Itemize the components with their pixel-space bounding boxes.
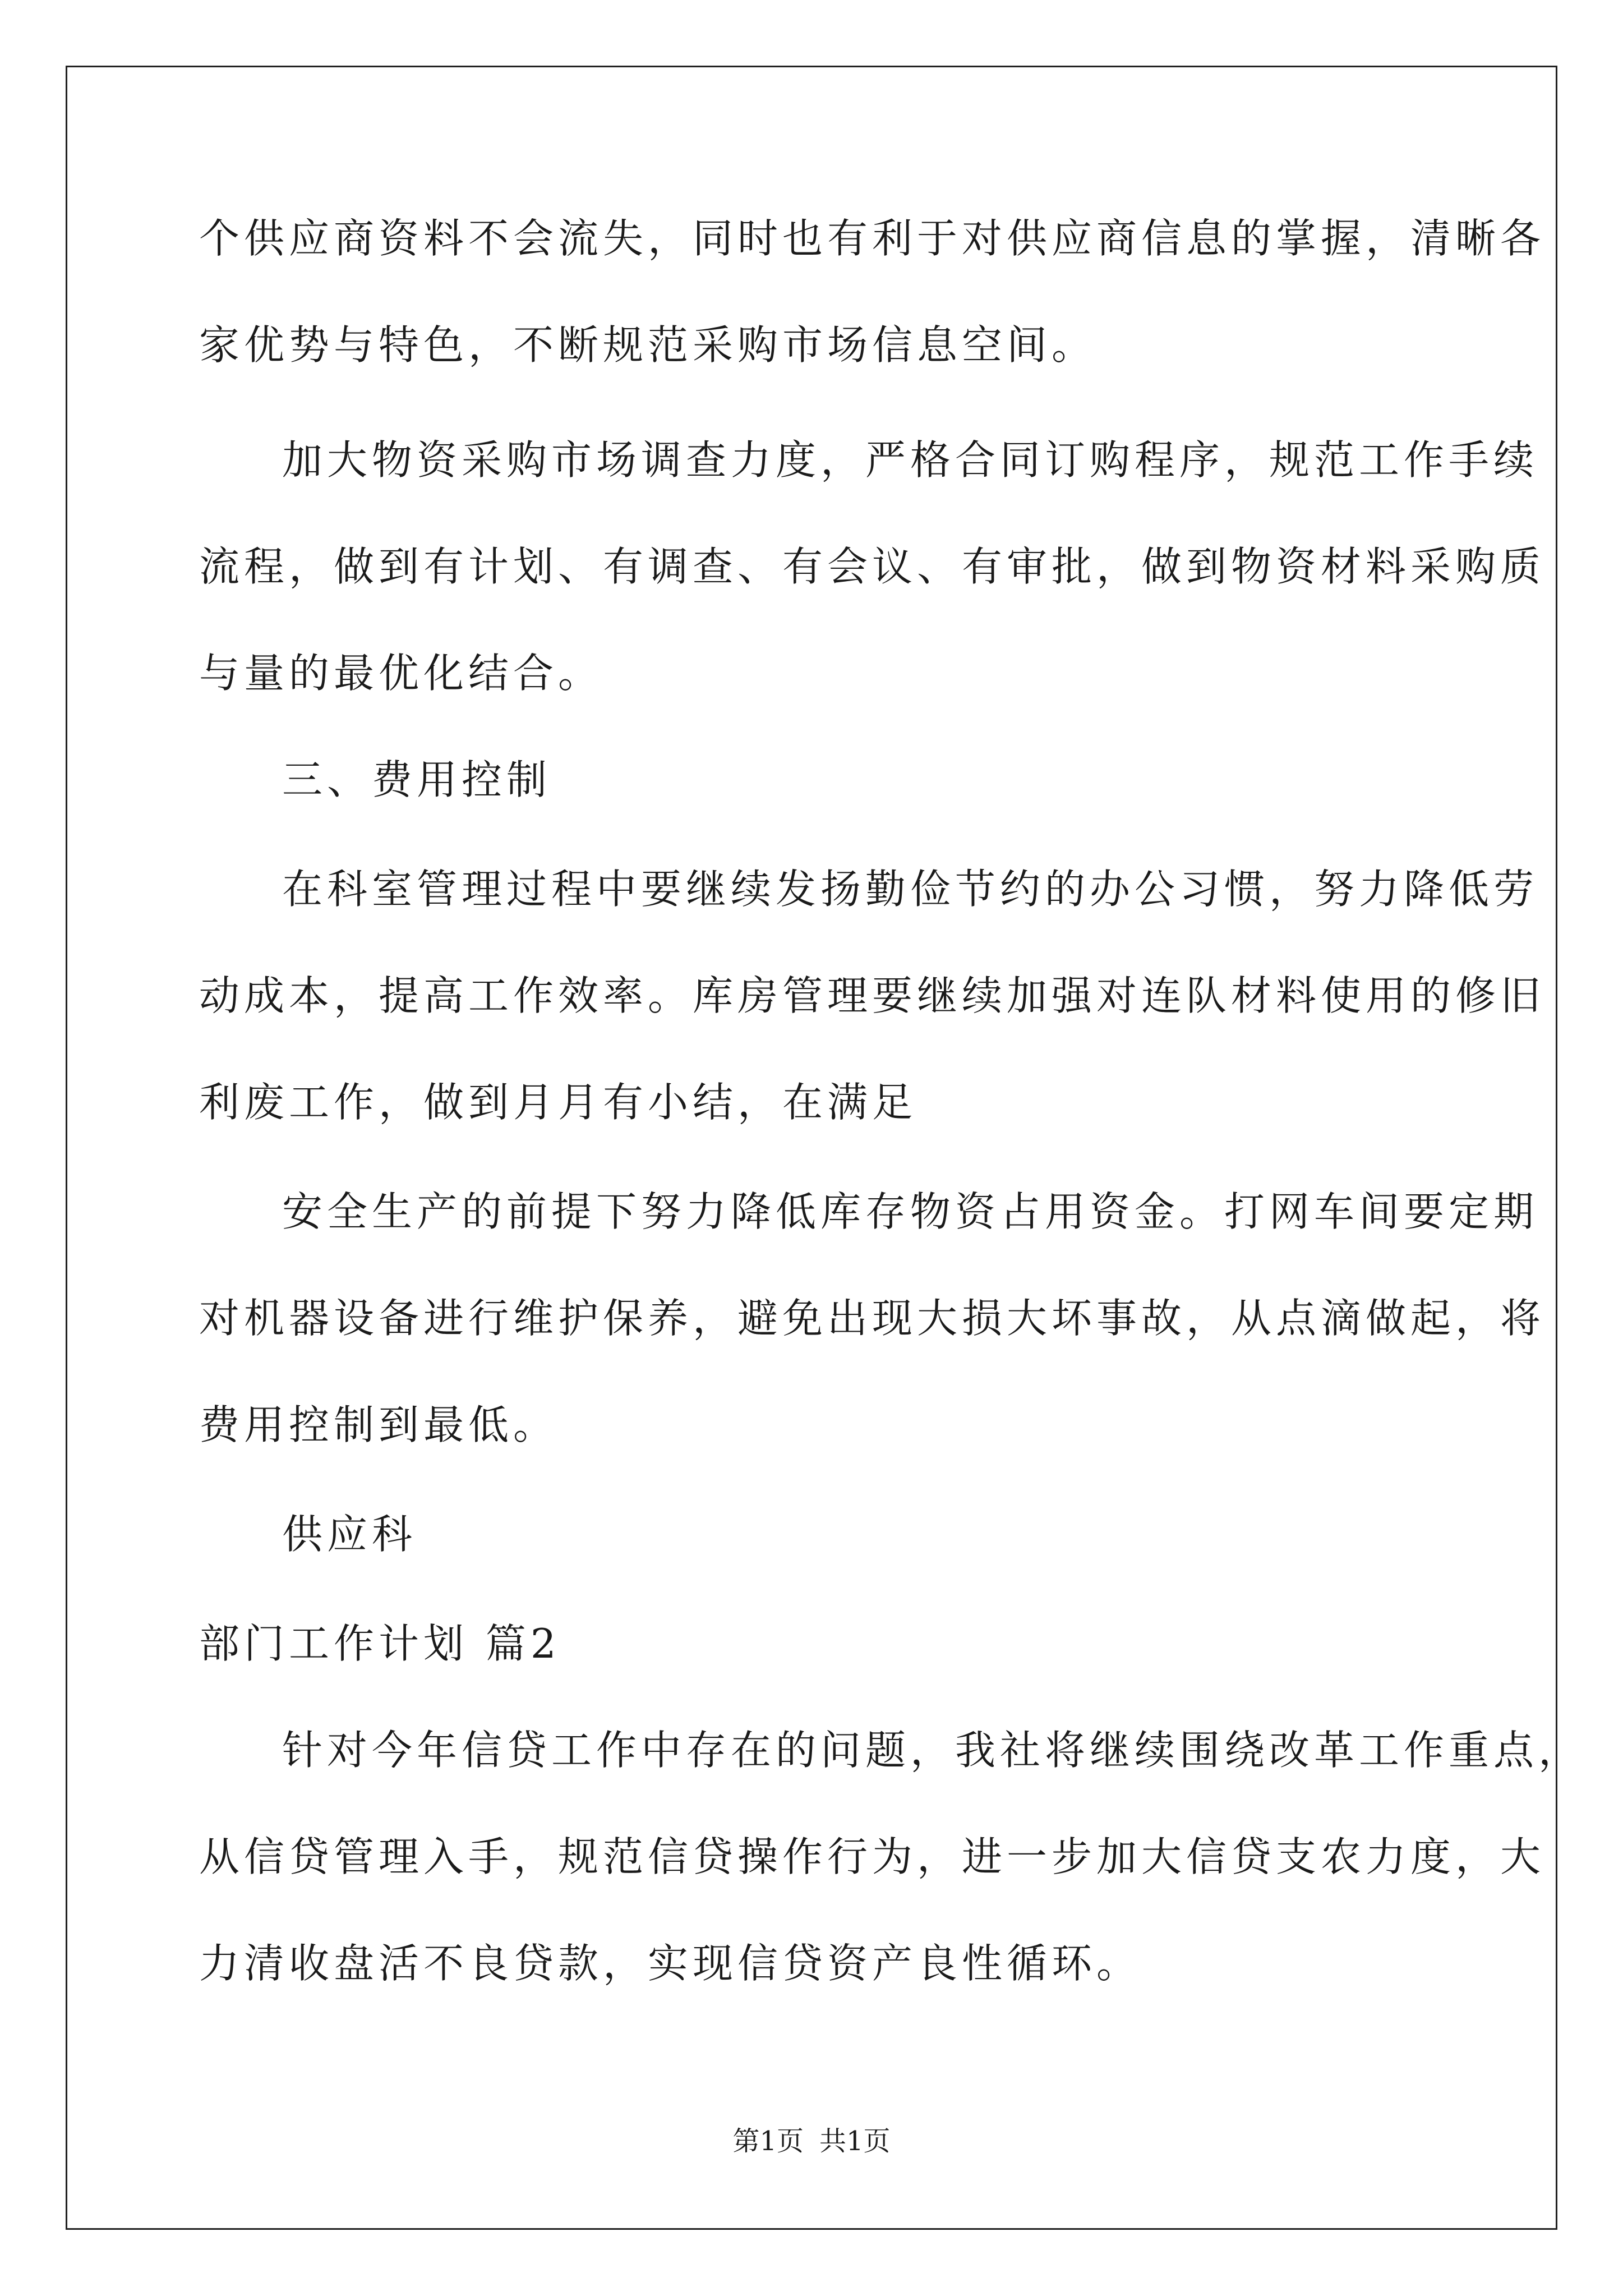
text-line: 从信贷管理入手，规范信贷操作行为，进一步加大信贷支农力度，大 (199, 1833, 1546, 1880)
paragraph-start-line: 加大物资采购市场调查力度，严格合同订购程序，规范工作手续 (282, 436, 1539, 484)
text-line: 个供应商资料不会流失，同时也有利于对供应商信息的掌握，清晰各 (199, 215, 1546, 262)
text-line: 家优势与特色，不断规范采购市场信息空间。 (199, 321, 1097, 369)
text-line: 与量的最优化结合。 (199, 650, 603, 697)
signature-line: 供应科 (282, 1511, 417, 1558)
page-footer (0, 2124, 1623, 2158)
text-line: 对机器设备进行维护保养，避免出现大损大坏事故，从点滴做起，将 (199, 1295, 1546, 1342)
section-heading: 三、费用控制 (282, 756, 552, 803)
text-line: 利废工作，做到月月有小结，在满足 (199, 1079, 917, 1126)
page-total: 共1页 (819, 2125, 891, 2157)
document-subtitle: 部门工作计划 篇2 (199, 1620, 561, 1667)
page-number: 第1页 (732, 2125, 804, 2157)
text-line: 动成本，提高工作效率。库房管理要继续加强对连队材料使用的修旧 (199, 972, 1546, 1019)
text-line: 力清收盘活不良贷款，实现信贷资产良性循环。 (199, 1940, 1142, 1987)
paragraph-start-line: 安全生产的前提下努力降低库存物资占用资金。打网车间要定期 (282, 1188, 1539, 1235)
paragraph-start-line: 在科室管理过程中要继续发扬勤俭节约的办公习惯，努力降低劳 (282, 866, 1539, 913)
page-border (66, 66, 1557, 2230)
text-line: 流程，做到有计划、有调查、有会议、有审批，做到物资材料采购质 (199, 543, 1546, 590)
paragraph-start-line: 针对今年信贷工作中存在的问题，我社将继续围绕改革工作重点， (282, 1727, 1584, 1774)
text-line: 费用控制到最低。 (199, 1401, 559, 1448)
